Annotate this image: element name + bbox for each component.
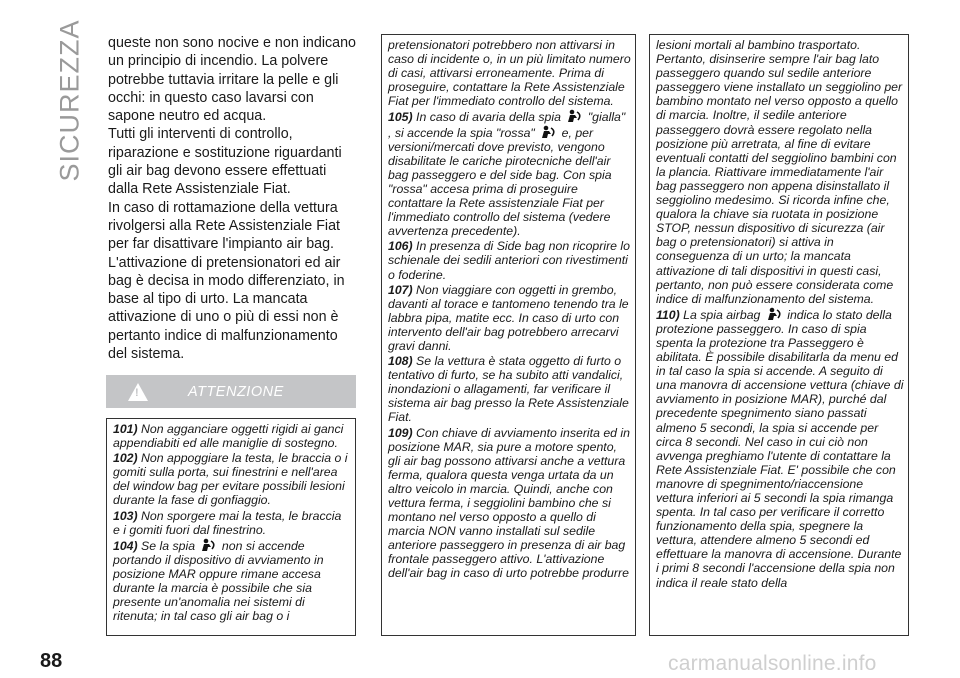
warning-box-2 [381, 34, 636, 636]
page-number: 88 [40, 650, 63, 672]
warning-item: 107) Non viaggiare con oggetti in grembo, davanti al torace e tantomeno tenendo tra le labbra pipa, matite ecc. In caso di urto con intervento dell'air bag potrebbero arrecarvi gravi danni. [388, 282, 629, 353]
warning-item: 110) La spia airbag indica lo stato della protezione passeggero. In caso di spia spenta la protezione tra Passeggero è abilitata. È possibile disabilitarla da menu ed in tal caso la spia si accende. A seguito di una manovra di accensione vettura (chiave di avviamento in posizione MAR), purché dal precedente spegnimento siano passati almeno 5 secondi, la spia si accende per circa 8 secondi. Nel caso in cui ciò non avvenga preghiamo l'utente di contattare la Rete Assistenziale Fiat. E' possibile che con manovre di spegnimento/riaccensione vettura inferiori ai 5 secondi la spia rimanga spenta. In tal caso per verificare il corretto funzionamento della spia, spegnere la vettura, attendere almeno 5 secondi ed effettuare la manovra di accensione. Durante i primi 8 secondi l'accensione della spia non indica il reale stato della [656, 307, 904, 590]
warning-item: 101) Non agganciare oggetti rigidi ai ganci appendiabiti ed alle maniglie di sostegno. [113, 422, 344, 451]
warning-item: lesioni mortali al bambino trasportato. Pertanto, disinserire sempre l'air bag lato passeggero quando sul sedile anteriore passeggero viene installato un seggiolino per bambino montato nel verso opposto a quello di marcia. Inoltre, il sedile anteriore passeggero dovrà essere regolato nella posizione più arretrata, al fine di evitare eventuali contatti del seggiolino bambini con la plancia. Riattivare immediatamente l'air bag passeggero non appena disinstallato il seggiolino medesimo. Si ricorda infine che, qualora la chiave sia ruotata in posizione STOP, nessun dispositivo di sicurezza (air bag o pretensionatori) si attiva in conseguenza di un urto; la mancata attivazione di tali dispositivi in questi casi, pertanto, non può essere considerata come indice di malfunzionamento del sistema. [656, 38, 903, 306]
paragraph: In caso di rottamazione della vettura rivolgersi alla Rete Assistenziale Fiat per far disattivare l'impianto air bag. L'attivazione di pretensionatori ed air bag è decisa in modo differenziato, in base al tipo di urto. La mancata attivazione di uno o più di essi non è pertanto indice di malfunzionamento del sistema. [108, 199, 345, 363]
watermark: carmanualsonline.info [668, 652, 877, 675]
section-tab [50, 18, 90, 182]
warning-box-3 [649, 34, 909, 636]
warning-item: 109) Con chiave di avviamento inserita ed in posizione MAR, sia pure a motore spento, gli air bag possono attivarsi anche a vettura ferma, qualora questa venga urtata da un altro veicolo in marcia. Quindi, anche con vettura ferma, i seggiolini bambino che si montano nel verso opposto a quello di marcia NON vanno installati sul sedile anteriore passeggero in presenza di air bag frontale passeggero attivo. L'attivazione dell'air bag in caso di urto potrebbe produrre [388, 425, 630, 581]
warning-item: 103) Non sporgere mai la testa, le braccia e i gomiti fuori dal finestrino. [113, 508, 342, 537]
warning-item: 102) Non appoggiare la testa, le braccia o i gomiti sulla porta, sui finestrini e nell'area del window bag per evitare possibili lesioni durante la fase di gonfiaggio. [113, 451, 348, 508]
airbag-warning-icon [565, 109, 583, 123]
warning-item: 106) In presenza di Side bag non ricoprire lo schienale dei sedili anteriori con rivestimenti o foderine. [388, 239, 631, 282]
airbag-warning-icon [199, 538, 217, 552]
warning-item: pretensionatori potrebbero non attivarsi in caso di incidente o, in un più limitato numero di casi, attivarsi erroneamente. Prima di proseguire, contattare la Rete Assistenziale Fiat per l'immediato controllo del sistema. [388, 38, 631, 109]
warning-item: 105) In caso di avaria della spia "gialla" , si accende la spia "rossa" e, per versioni/mercati dove previsto, vengono disabilitate le cariche pirotecniche dell'air bag passeggero e del side bag. Con spia "rossa" accesa prima di proseguire contattare la Rete assistenziale Fiat per l'immediato controllo del sistema (vedere avvertenza precedente). [388, 110, 626, 239]
intro-column [108, 34, 358, 363]
warning-item: 108) Se la vettura è stata oggetto di furto o tentativo di furto, se ha subito atti vandalici, inondazioni o allagamenti, far verificare il sistema air bag presso la Rete Assistenziale Fiat. [388, 354, 629, 425]
section-tab-label: SICUREZZA [54, 18, 85, 182]
attention-title: ATTENZIONE [188, 383, 284, 400]
warning-triangle-icon [128, 383, 148, 401]
paragraph: Tutti gli interventi di controllo, riparazione e sostituzione riguardanti gli air bag devono essere effettuati dalla Rete Assistenziale Fiat. [108, 126, 342, 198]
attention-header [106, 375, 356, 408]
passenger-airbag-icon [765, 307, 783, 321]
paragraph: queste non sono nocive e non indicano un principio di incendio. La polvere potrebbe tuttavia irritare la pelle e gli occhi: in questo caso lavarsi con sapone neutro ed acqua. [108, 35, 357, 125]
airbag-warning-icon [539, 125, 557, 139]
warning-box-1 [106, 418, 356, 636]
warning-item: 104) Se la spia non si accende portando il dispositivo di avviamento in posizione MAR oppure rimane accesa durante la marcia è possibile che sia presente un'anomalia nei sistemi di ritenuta; in tal caso gli air bag o i [113, 538, 324, 624]
